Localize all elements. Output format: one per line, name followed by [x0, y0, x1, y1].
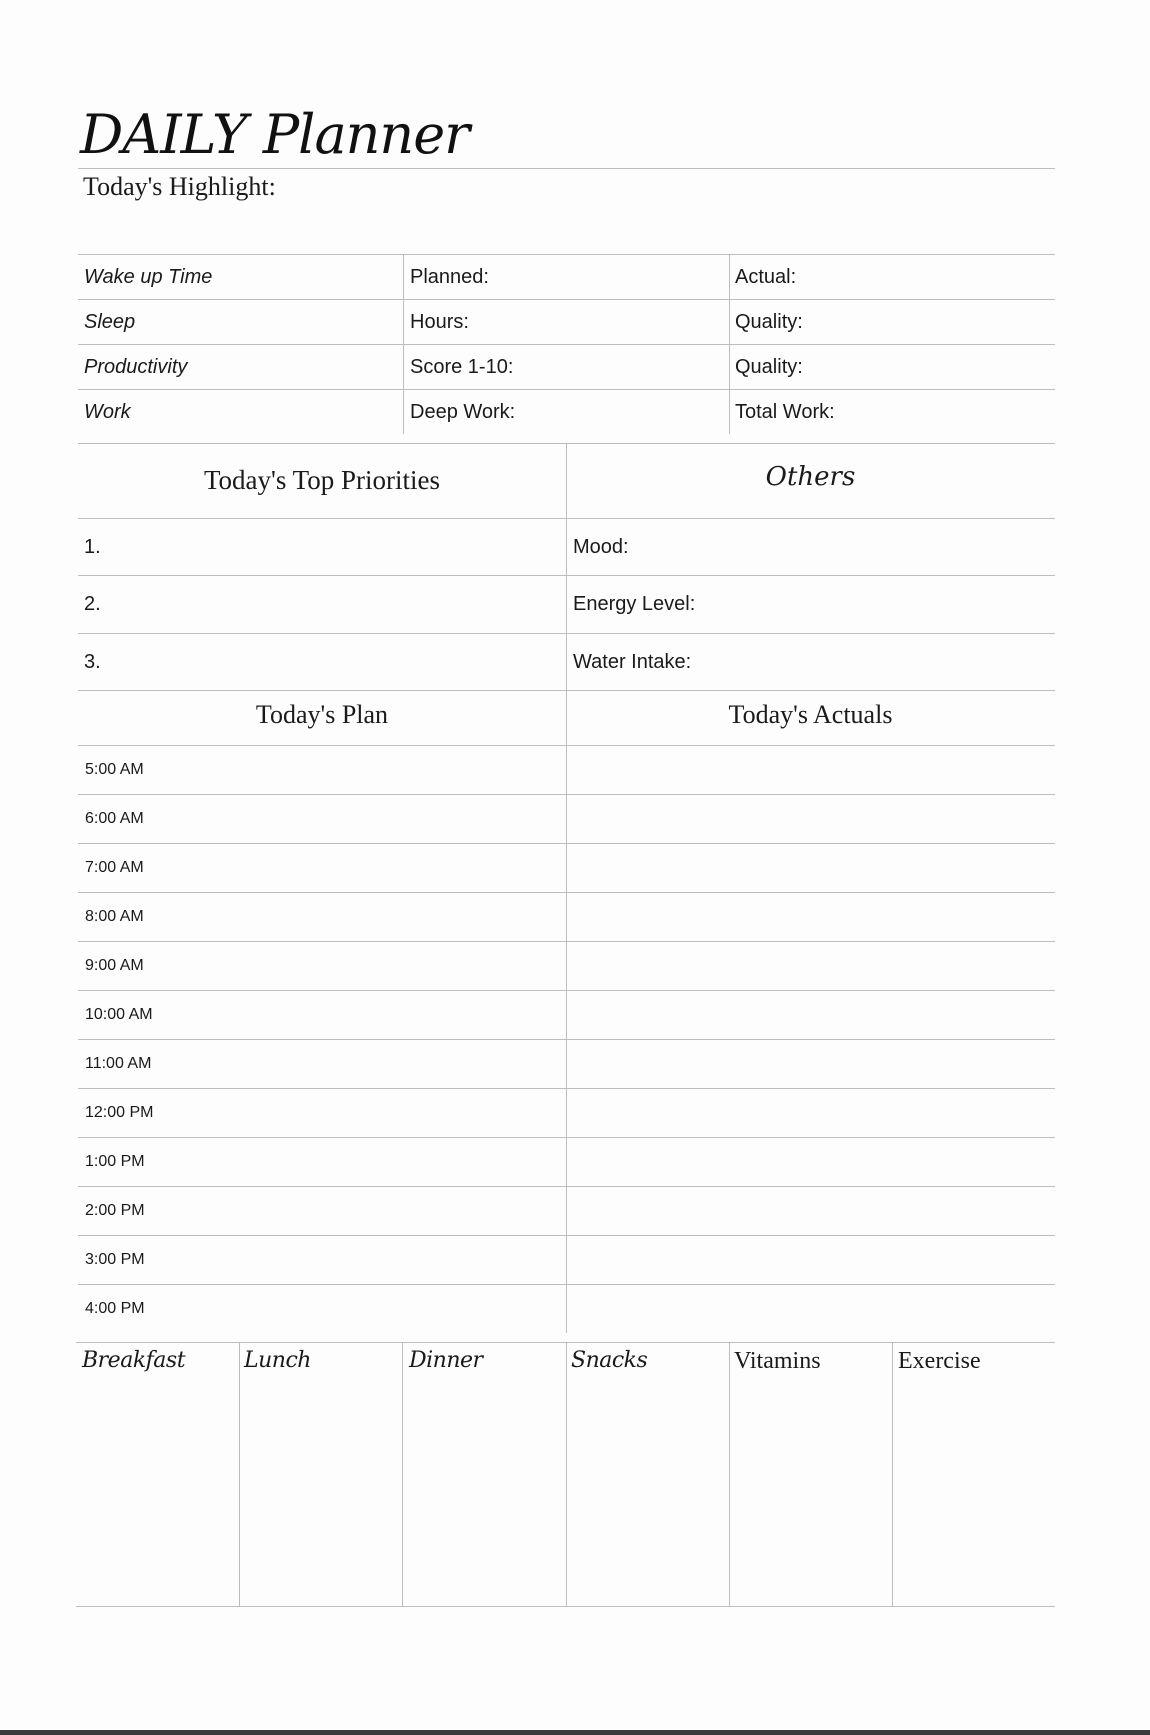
divider [78, 1088, 1055, 1089]
metric-actual: Actual: [735, 266, 797, 288]
divider [78, 575, 1055, 576]
divider [78, 941, 1055, 942]
time-slot: 12:00 PM [85, 1104, 154, 1121]
divider [78, 745, 1055, 746]
others-mood: Mood: [573, 536, 629, 558]
time-slot: 2:00 PM [85, 1202, 145, 1219]
time-slot: 4:00 PM [85, 1300, 145, 1317]
actuals-heading: Today's Actuals [728, 700, 893, 729]
priorities-heading: Today's Top Priorities [203, 465, 441, 495]
divider [76, 1606, 1055, 1607]
title-underline [78, 168, 1055, 169]
divider [78, 1039, 1055, 1040]
divider [78, 794, 1055, 795]
bottom-edge [0, 1730, 1150, 1735]
divider [402, 1342, 403, 1606]
meal-vitamins: Vitamins [734, 1348, 821, 1374]
divider [78, 690, 1055, 691]
divider [78, 892, 1055, 893]
divider [78, 389, 1055, 390]
meal-dinner: Dinner [409, 1348, 483, 1373]
divider [78, 843, 1055, 844]
meal-snacks: Snacks [571, 1348, 648, 1373]
divider [78, 633, 1055, 634]
page-title: DAILY Planner [80, 103, 469, 166]
divider [78, 1186, 1055, 1187]
priority-item: 1. [84, 536, 101, 558]
metric-sleep-quality: Quality: [735, 311, 803, 333]
time-slot: 6:00 AM [85, 810, 144, 827]
metric-label-productivity: Productivity [84, 356, 188, 378]
metric-deep-work: Deep Work: [410, 401, 516, 423]
divider [78, 1235, 1055, 1236]
divider [892, 1342, 893, 1606]
priority-item: 2. [84, 593, 101, 615]
others-water: Water Intake: [573, 651, 692, 673]
divider [78, 1137, 1055, 1138]
divider [78, 1284, 1055, 1285]
divider [78, 254, 1055, 255]
divider [729, 254, 730, 434]
plan-heading: Today's Plan [255, 700, 389, 729]
priority-item: 3. [84, 651, 101, 673]
metric-label-work: Work [84, 401, 131, 423]
divider [566, 1342, 567, 1606]
metric-score: Score 1-10: [410, 356, 514, 378]
metric-label-sleep: Sleep [84, 311, 136, 333]
divider [239, 1342, 240, 1606]
time-slot: 10:00 AM [85, 1006, 153, 1023]
divider [403, 254, 404, 434]
divider [78, 299, 1055, 300]
metric-planned: Planned: [410, 266, 489, 288]
time-slot: 9:00 AM [85, 957, 144, 974]
divider [729, 1342, 730, 1606]
meal-exercise: Exercise [898, 1348, 981, 1374]
highlight-label: Today's Highlight: [83, 172, 276, 201]
divider [566, 443, 567, 1333]
meal-breakfast: Breakfast [82, 1348, 186, 1373]
metric-productivity-quality: Quality: [735, 356, 803, 378]
divider [78, 990, 1055, 991]
others-heading: Others [765, 462, 856, 492]
metric-hours: Hours: [410, 311, 469, 333]
time-slot: 8:00 AM [85, 908, 144, 925]
divider [78, 518, 1055, 519]
time-slot: 5:00 AM [85, 761, 144, 778]
time-slot: 1:00 PM [85, 1153, 145, 1170]
others-energy: Energy Level: [573, 593, 696, 615]
divider [78, 344, 1055, 345]
metric-label-wake: Wake up Time [84, 266, 213, 288]
time-slot: 11:00 AM [85, 1055, 152, 1072]
time-slot: 7:00 AM [85, 859, 144, 876]
time-slot: 3:00 PM [85, 1251, 145, 1268]
meal-lunch: Lunch [244, 1348, 311, 1373]
metric-total-work: Total Work: [735, 401, 835, 423]
